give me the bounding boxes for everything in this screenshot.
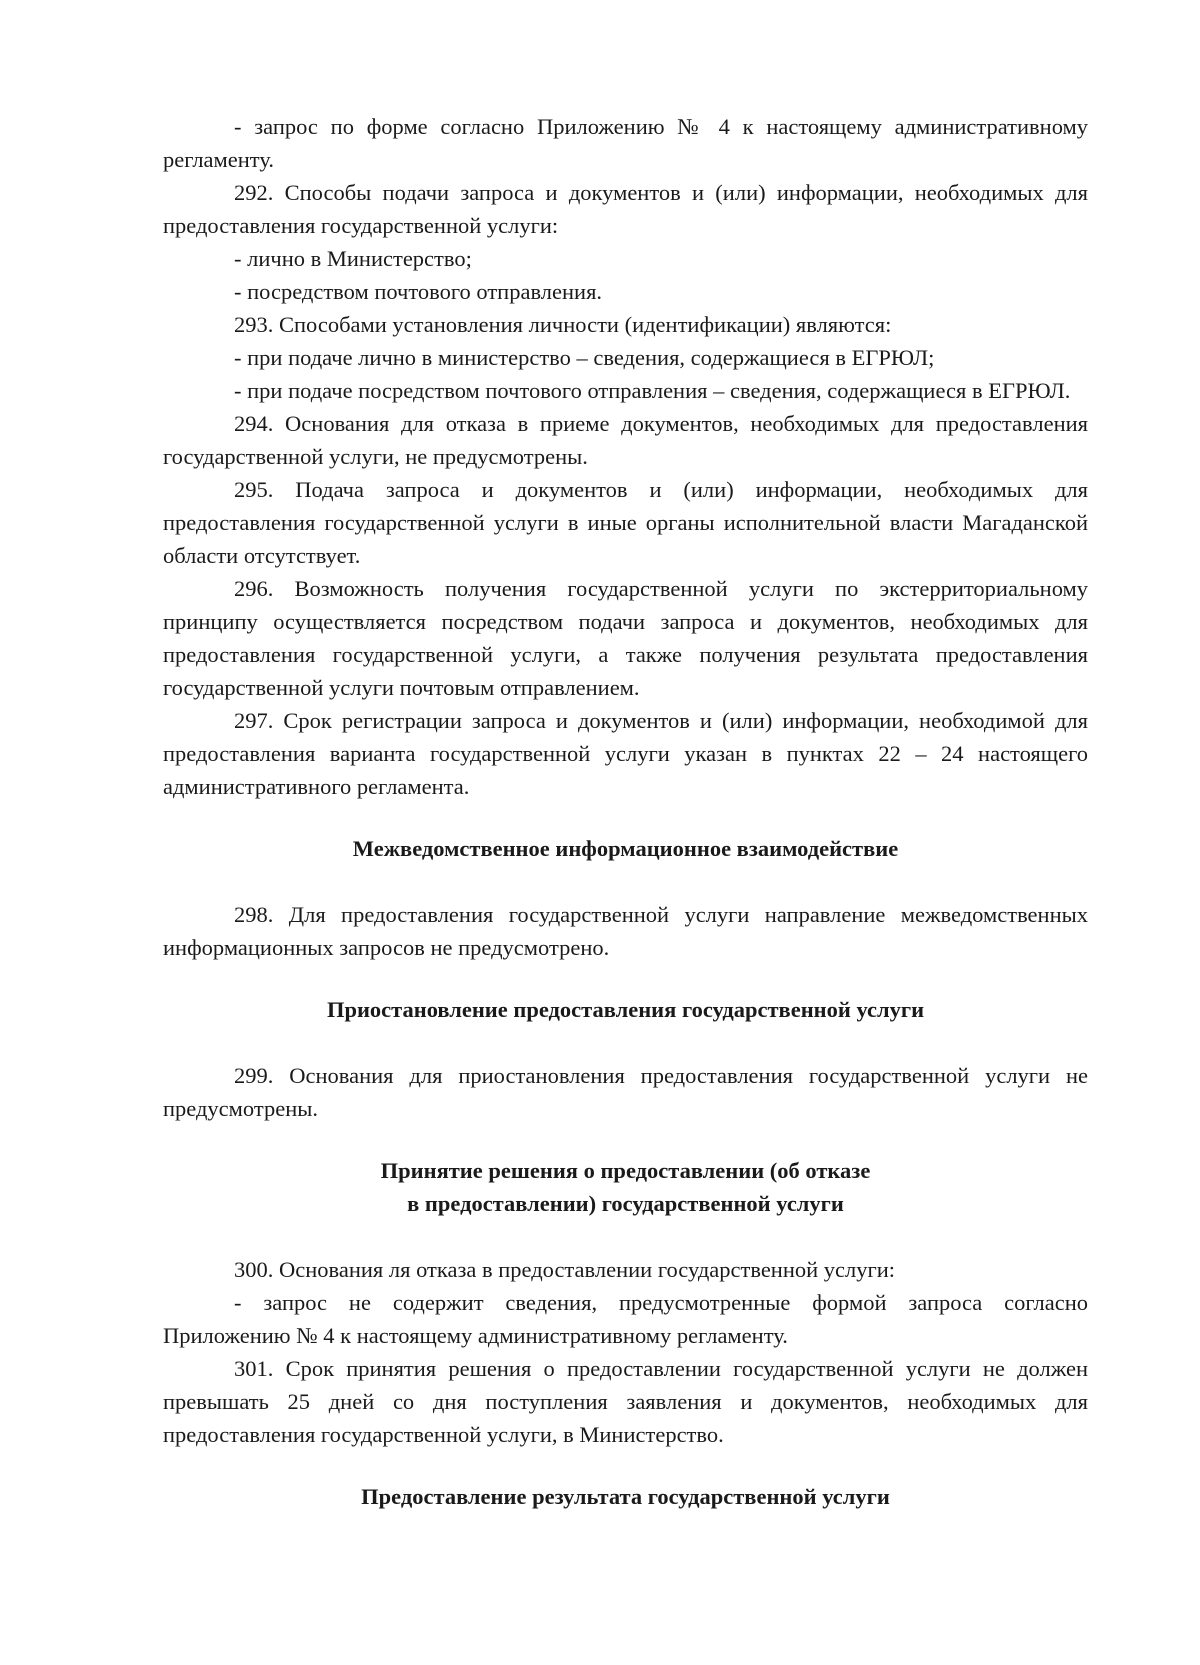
section-heading-result: Предоставление результата государственной услуги [361, 1484, 890, 1509]
paragraph-301: 301. Срок принятия решения о предоставлении государственной услуги не должен превышать 25 дней со дня поступления заявления и документов, необходимых для предоставления государственной услуги, в Министерство. [163, 1356, 1088, 1447]
spacer [163, 865, 1088, 898]
paragraph-300: 300. Основания ля отказа в предоставлении государственной услуги: [234, 1257, 896, 1282]
spacer [163, 803, 1088, 832]
paragraph-293: 293. Способами установления личности (идентификации) являются: [234, 312, 892, 337]
paragraph-request-form: - запрос по форме согласно Приложению № 4 к настоящему административному регламенту. [163, 114, 1088, 172]
paragraph-299: 299. Основания для приостановления предоставления государственной услуги не предусмотрены. [163, 1063, 1088, 1121]
paragraph-297: 297. Срок регистрации запроса и документов и (или) информации, необходимой для предоставления варианта государственной услуги указан в пунктах 22 – 24 настоящего административного регламента. [163, 708, 1088, 799]
spacer [163, 1125, 1088, 1154]
document-body [163, 110, 1088, 1513]
list-item-by-post: - посредством почтового отправления. [234, 279, 603, 304]
paragraph-298: 298. Для предоставления государственной услуги направление межведомственных информационных запросов не предусмотрено. [163, 902, 1088, 960]
paragraph-296: 296. Возможность получения государственной услуги по экстерриториальному принципу осуществляется посредством подачи запроса и документов, необходимых для предоставления государственной услуги, а также получения результата предоставления государственной услуги почтовым отправлением. [163, 576, 1088, 700]
spacer [163, 1220, 1088, 1253]
list-item-identification-in-person: - при подаче лично в министерство – сведения, содержащиеся в ЕГРЮЛ; [234, 345, 935, 370]
section-heading-suspension: Приостановление предоставления государственной услуги [326, 997, 925, 1022]
list-item-in-person: - лично в Министерство; [234, 246, 472, 271]
spacer [163, 1451, 1088, 1480]
list-item-refusal-reason: - запрос не содержит сведения, предусмотренные формой запроса согласно Приложению № 4 к настоящему административному регламенту. [163, 1290, 1088, 1348]
paragraph-295: 295. Подача запроса и документов и (или) информации, необходимых для предоставления государственной услуги в иные органы исполнительной власти Магаданской области отсутствует. [163, 477, 1088, 568]
section-heading-interagency: Межведомственное информационное взаимодействие [352, 836, 899, 861]
section-heading-decision-line2: в предоставлении) государственной услуги [407, 1191, 844, 1216]
paragraph-294: 294. Основания для отказа в приеме документов, необходимых для предоставления государственной услуги, не предусмотрены. [163, 411, 1088, 469]
spacer [163, 1026, 1088, 1059]
list-item-identification-by-post: - при подаче посредством почтового отправления – сведения, содержащиеся в ЕГРЮЛ. [234, 378, 1071, 403]
section-heading-decision-line1: Принятие решения о предоставлении (об отказе [380, 1158, 871, 1183]
spacer [163, 964, 1088, 993]
paragraph-292: 292. Способы подачи запроса и документов и (или) информации, необходимых для предоставления государственной услуги: [163, 180, 1088, 238]
